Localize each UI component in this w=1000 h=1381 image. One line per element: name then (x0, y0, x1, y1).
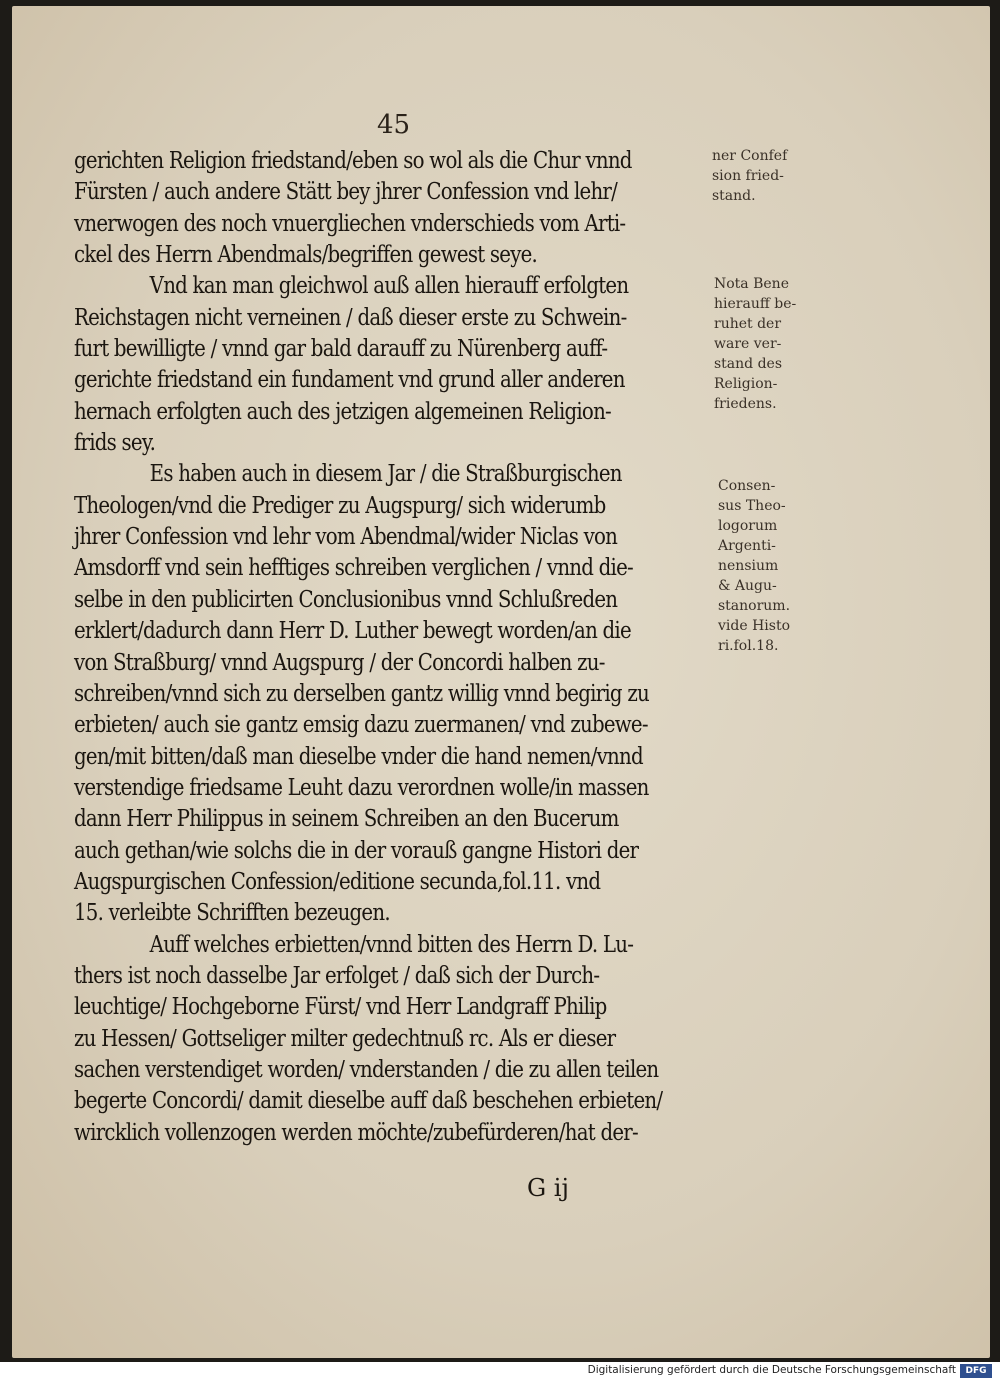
text-line: verstendige friedsame Leuht dazu verordnen wolle/in massen (74, 774, 649, 801)
text-line: Fürsten / auch andere Stätt bey jhrer Confession vnd lehr/ (74, 179, 618, 206)
margin-note-line: ri.fol.18. (718, 638, 779, 654)
margin-note-line: stanorum. (718, 598, 791, 614)
margin-note-line: & Augu- (718, 578, 777, 594)
margin-note-3 (718, 476, 790, 656)
text-line: erbieten/ auch sie gantz emsig dazu zuermanen/ vnd zubewe- (74, 712, 648, 739)
margin-note-line: Consen- (718, 478, 776, 494)
signature-mark: G ij (527, 1174, 569, 1202)
text-line: wircklich vollenzogen werden möchte/zubefürderen/hat der- (74, 1119, 638, 1146)
text-line: begerte Concordi/ damit dieselbe auff daß beschehen erbieten/ (74, 1088, 663, 1115)
text-line: ckel des Herrn Abendmals/begriffen gewest seye. (74, 242, 538, 269)
text-line: Amsdorff vnd sein hefftiges schreiben verglichen / vnnd die- (74, 555, 633, 582)
text-line: Vnd kan man gleichwol auß allen hierauff erfolgten (149, 273, 629, 300)
margin-note-line: Nota Bene (714, 276, 789, 292)
text-line: zu Hessen/ Gottseliger milter gedechtnuß rc. Als er dieser (74, 1025, 616, 1052)
margin-note-line: friedens. (714, 396, 777, 412)
margin-note-line: hierauff be- (714, 296, 797, 312)
margin-note-line: Argenti- (718, 538, 776, 554)
text-line: Es haben auch in diesem Jar / die Straßburgischen (149, 461, 622, 488)
margin-note-1 (712, 146, 787, 206)
text-line: erklert/dadurch dann Herr D. Luther bewegt worden/an die (74, 618, 631, 645)
margin-note-line: sion fried- (712, 168, 784, 184)
margin-note-line: nensium (718, 558, 779, 574)
margin-note-line: stand des (714, 356, 783, 372)
page-number: 45 (377, 110, 411, 140)
text-line: frids sey. (74, 430, 156, 457)
dfg-logo: DFG (960, 1364, 992, 1378)
text-line: thers ist noch dasselbe Jar erfolget / daß sich der Durch- (74, 962, 600, 989)
text-line: leuchtige/ Hochgeborne Fürst/ vnd Herr Landgraff Philip (74, 994, 607, 1021)
text-line: auch gethan/wie solchs die in der vorauß gangne Histori der (74, 837, 639, 864)
text-line: jhrer Confession vnd lehr vom Abendmal/wider Niclas von (74, 524, 618, 551)
text-line: schreiben/vnnd sich zu derselben gantz willig vnnd begirig zu (74, 680, 649, 707)
margin-note-line: stand. (712, 188, 756, 204)
text-line: 15. verleibte Schrifften bezeugen. (74, 900, 390, 927)
text-line: Augspurgischen Confession/editione secunda,fol.11. vnd (74, 868, 601, 895)
margin-note-line: ruhet der (714, 316, 782, 332)
text-line: Auff welches erbietten/vnnd bitten des Herrn D. Lu- (149, 931, 634, 958)
text-line: von Straßburg/ vnnd Augspurg / der Concordi halben zu- (74, 649, 605, 676)
text-line: selbe in den publicirten Conclusionibus vnnd Schlußreden (74, 586, 618, 613)
text-line: vnerwogen des noch vnuergliechen vnderschieds vom Arti- (74, 210, 626, 237)
text-line: Theologen/vnd die Prediger zu Augspurg/ sich widerumb (74, 492, 606, 519)
main-text-block (74, 146, 734, 1149)
text-line: gerichte friedstand ein fundament vnd grund aller anderen (74, 367, 625, 394)
margin-note-2 (714, 274, 796, 414)
margin-note-line: ware ver- (714, 336, 782, 352)
text-line: gerichten Religion friedstand/eben so wol als die Chur vnnd (74, 148, 632, 174)
text-line: dann Herr Philippus in seinem Schreiben an den Bucerum (74, 806, 619, 833)
margin-note-line: logorum (718, 518, 778, 534)
margin-note-line: sus Theo- (718, 498, 786, 514)
funding-credit: Digitalisierung gefördert durch die Deutsche Forschungsgemeinschaft (587, 1364, 956, 1376)
text-line: sachen verstendiget worden/ vnderstanden / die zu allen teilen (74, 1056, 659, 1083)
footer-bar (0, 1362, 1000, 1381)
text-line: Reichstagen nicht verneinen / daß dieser erste zu Schwein- (74, 304, 627, 331)
margin-note-line: vide Histo (718, 618, 791, 634)
book-page (12, 6, 990, 1358)
margin-note-line: ner Confef (712, 148, 788, 164)
text-line: hernach erfolgten auch des jetzigen algemeinen Religion- (74, 398, 611, 425)
margin-note-line: Religion- (714, 376, 778, 392)
text-line: furt bewilligte / vnnd gar bald darauff zu Nürenberg auff- (74, 336, 608, 363)
text-line: gen/mit bitten/daß man dieselbe vnder die hand nemen/vnnd (74, 743, 643, 770)
